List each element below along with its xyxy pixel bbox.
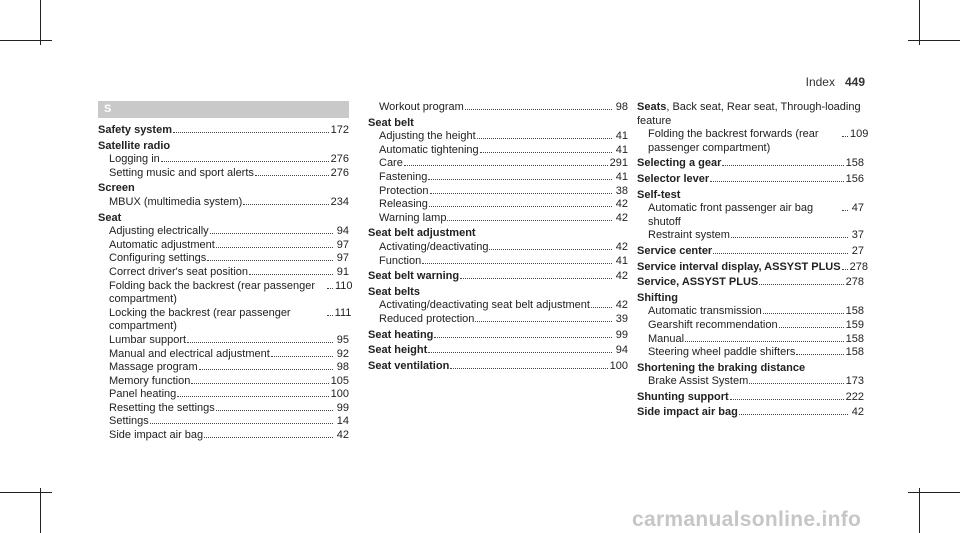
crop-mark <box>908 492 960 493</box>
page-reference[interactable]: 99 <box>615 328 628 341</box>
entry-heading[interactable]: Service, ASSYST PLUS <box>637 276 759 289</box>
leader-dots <box>763 313 844 314</box>
index-row <box>368 185 628 199</box>
entry-heading[interactable]: Shunting support <box>637 390 729 403</box>
leader-dots <box>447 220 612 221</box>
leader-dots <box>685 341 844 342</box>
page-reference[interactable]: 39 <box>615 312 628 325</box>
leader-dots <box>199 369 333 370</box>
index-row <box>98 239 349 253</box>
index-row <box>368 270 628 284</box>
sub-entry-label[interactable]: Brake Assist System <box>648 375 749 388</box>
page-reference[interactable]: 97 <box>336 252 349 265</box>
leader-dots <box>216 410 333 411</box>
entry-heading[interactable]: Seat ventilation <box>368 359 450 372</box>
crop-mark <box>919 488 920 533</box>
index-row <box>368 255 628 269</box>
leader-dots <box>243 204 328 205</box>
entry-heading: Shifting <box>637 291 678 304</box>
index-row <box>98 225 349 239</box>
page-reference[interactable]: 234 <box>330 195 349 208</box>
index-row <box>637 375 864 389</box>
leader-dots <box>191 383 328 384</box>
index-entry <box>368 117 628 226</box>
entry-heading: Self-test <box>637 188 681 201</box>
sub-entry-label[interactable]: Function <box>379 254 422 267</box>
sub-entry-label[interactable]: Automatic transmission <box>648 305 762 318</box>
page-reference[interactable]: 41 <box>615 130 628 143</box>
sub-entry-label[interactable]: MBUX (multimedia system) <box>109 195 243 208</box>
page-reference[interactable]: 156 <box>845 172 864 185</box>
index-column-3 <box>637 101 869 422</box>
leader-dots <box>249 274 333 275</box>
sub-entry-label[interactable]: Memory function <box>109 374 191 387</box>
page-reference[interactable]: 276 <box>330 166 349 179</box>
sub-entry-label[interactable]: Steering wheel paddle shifters <box>648 346 796 359</box>
sub-entry-label[interactable]: Folding the backrest forwards (rear passenger compartment) <box>648 128 819 154</box>
index-row <box>98 279 353 307</box>
page-reference[interactable]: 109 <box>850 128 869 141</box>
index-row <box>368 144 628 158</box>
index-entry <box>98 211 353 443</box>
sub-entry-label[interactable]: Releasing <box>379 198 428 211</box>
index-entry <box>368 101 628 115</box>
index-row <box>637 157 864 171</box>
crop-mark <box>0 40 52 41</box>
leader-dots <box>842 136 848 137</box>
page-reference[interactable]: 41 <box>615 143 628 156</box>
leader-dots <box>480 152 612 153</box>
entry-heading[interactable]: Service interval display, ASSYST PLUS <box>637 260 841 273</box>
entry-heading-line <box>637 101 864 128</box>
index-row <box>637 260 868 275</box>
sub-entry-label[interactable]: Resetting the settings <box>109 401 215 414</box>
entry-heading-suffix: , Back seat, Rear seat, Through-loading feature <box>637 101 861 127</box>
page-reference[interactable]: 100 <box>330 388 349 401</box>
leader-dots <box>731 237 848 238</box>
page-reference[interactable]: 172 <box>330 124 349 136</box>
index-row <box>98 252 349 266</box>
leader-dots <box>161 161 329 162</box>
page-reference[interactable]: 38 <box>615 184 628 197</box>
sub-entry-label[interactable]: Panel heating <box>109 388 177 401</box>
leader-dots <box>430 193 612 194</box>
leader-dots <box>204 437 333 438</box>
leader-dots <box>207 260 333 261</box>
index-entry <box>637 276 864 290</box>
index-row <box>98 361 349 375</box>
page-reference[interactable]: 94 <box>615 344 628 357</box>
entry-heading[interactable]: Seat belt warning <box>368 270 460 283</box>
index-entry <box>637 406 864 420</box>
index-row <box>98 375 349 389</box>
index-entry <box>637 292 864 360</box>
index-entry <box>637 362 864 389</box>
page-reference[interactable]: 47 <box>851 202 864 215</box>
page-reference[interactable]: 291 <box>609 157 628 170</box>
sub-entry-label[interactable]: Logging in <box>109 153 160 166</box>
crop-mark <box>908 40 960 41</box>
entry-heading[interactable]: Seat heating <box>368 328 434 341</box>
section-title: Index <box>805 75 835 89</box>
page-reference[interactable]: 42 <box>615 270 628 283</box>
crop-mark <box>40 488 41 533</box>
index-row <box>98 124 349 138</box>
sub-entry-label[interactable]: Correct driver's seat position <box>109 265 249 278</box>
index-row <box>637 128 869 155</box>
index-row <box>368 313 628 327</box>
page-reference[interactable]: 14 <box>336 415 349 428</box>
sub-entry-label[interactable]: Reduced protection <box>379 312 475 325</box>
sub-entry-label[interactable]: Activating/deactivating <box>379 240 489 253</box>
sub-entry-label[interactable]: Folding back the backrest (rear passenger compartment) <box>109 279 316 306</box>
crop-mark <box>40 0 41 45</box>
page-reference[interactable]: 41 <box>615 254 628 267</box>
entry-heading[interactable]: Safety system <box>98 124 172 136</box>
sub-entry-label[interactable]: Workout program <box>379 101 464 113</box>
index-entry <box>637 245 864 259</box>
page-reference[interactable]: 173 <box>845 375 864 388</box>
index-entry <box>368 286 628 327</box>
leader-dots <box>739 414 848 415</box>
sub-entry-label[interactable]: Automatic tightening <box>379 143 479 156</box>
leader-dots <box>173 132 329 133</box>
leader-dots <box>591 307 612 308</box>
leader-dots <box>404 165 608 166</box>
index-entry <box>637 157 864 171</box>
index-column-2 <box>368 101 628 375</box>
index-entry <box>368 344 628 358</box>
sub-entry-label[interactable]: Automatic front passenger air bag shutoff <box>648 202 814 228</box>
page-number: 449 <box>844 75 865 89</box>
leader-dots <box>722 165 843 166</box>
index-row <box>637 305 864 319</box>
leader-dots <box>429 206 612 207</box>
leader-dots <box>842 210 848 211</box>
index-row <box>368 212 628 226</box>
leader-dots <box>216 247 333 248</box>
entry-heading: Shortening the braking distance <box>637 361 806 374</box>
leader-dots <box>434 337 612 338</box>
leader-dots <box>422 263 612 264</box>
leader-dots <box>749 383 843 384</box>
page-reference[interactable]: 92 <box>336 347 349 360</box>
page-header <box>806 75 865 89</box>
entry-heading[interactable]: Side impact air bag <box>637 406 738 419</box>
leader-dots <box>713 253 848 254</box>
index-row <box>637 319 864 333</box>
index-entry <box>98 140 349 181</box>
leader-dots <box>428 352 612 353</box>
index-row <box>98 167 349 181</box>
page-reference[interactable]: 98 <box>336 361 349 374</box>
leader-dots <box>460 278 612 279</box>
sub-entry-label[interactable]: Warning lamp <box>379 211 447 224</box>
sub-entry-label[interactable]: Settings <box>109 415 149 428</box>
page-reference[interactable]: 42 <box>615 198 628 211</box>
page-reference[interactable]: 95 <box>336 333 349 346</box>
leader-dots <box>177 396 328 397</box>
sub-entry-label[interactable]: Setting music and sport alerts <box>109 166 254 179</box>
index-entry <box>368 270 628 284</box>
entry-heading[interactable]: Selecting a gear <box>637 157 722 170</box>
leader-dots <box>327 315 333 316</box>
entry-heading: Satellite radio <box>98 139 171 152</box>
leader-dots <box>842 269 848 270</box>
leader-dots <box>327 288 333 289</box>
page-reference[interactable]: 42 <box>615 299 628 312</box>
index-entry <box>368 227 628 268</box>
index-row <box>637 391 864 405</box>
index-row <box>368 101 628 115</box>
index-row <box>98 266 349 280</box>
entry-heading: Seat belts <box>368 285 420 298</box>
letter-heading: S <box>98 101 349 118</box>
index-row <box>98 415 349 429</box>
entry-heading[interactable]: Seats <box>637 101 667 113</box>
index-row <box>637 202 864 229</box>
index-row <box>637 173 864 187</box>
page-reference[interactable]: 97 <box>336 238 349 251</box>
page-reference[interactable]: 158 <box>845 346 864 359</box>
page-reference[interactable]: 37 <box>851 229 864 242</box>
page-reference[interactable]: 91 <box>336 265 349 278</box>
page-reference[interactable]: 158 <box>845 157 864 170</box>
page-reference[interactable]: 42 <box>615 211 628 224</box>
page-reference[interactable]: 41 <box>615 170 628 183</box>
sub-entry-label[interactable]: Activating/deactivating seat belt adjustment <box>379 299 590 312</box>
index-row <box>98 429 349 443</box>
leader-dots <box>255 175 329 176</box>
index-entry <box>637 391 864 405</box>
index-row <box>368 130 628 144</box>
page-reference[interactable]: 94 <box>336 225 349 238</box>
sub-entry-label[interactable]: Manual and electrical adjustment <box>109 347 270 360</box>
sub-entry-label[interactable]: Manual <box>648 332 685 345</box>
page-reference[interactable]: 27 <box>851 244 864 257</box>
sub-entry-label[interactable]: Lumbar support <box>109 333 187 346</box>
leader-dots <box>428 179 612 180</box>
index-row <box>368 171 628 185</box>
leader-dots <box>475 321 612 322</box>
entry-heading: Screen <box>98 182 135 195</box>
crop-mark <box>0 492 52 493</box>
index-entry <box>637 260 868 275</box>
index-row <box>368 360 628 374</box>
index-row <box>637 346 864 360</box>
page-reference[interactable]: 276 <box>330 153 349 166</box>
crop-mark <box>919 0 920 45</box>
page-reference[interactable]: 158 <box>845 332 864 345</box>
leader-dots <box>150 423 333 424</box>
page-reference[interactable]: 222 <box>845 390 864 403</box>
index-row <box>637 229 864 243</box>
index-row <box>98 388 349 402</box>
index-column-1 <box>98 101 353 445</box>
entry-heading[interactable]: Seat height <box>368 344 428 357</box>
index-row <box>368 344 628 358</box>
index-row <box>368 198 628 212</box>
leader-dots <box>450 368 607 369</box>
index-row <box>368 241 628 255</box>
sub-entry-label[interactable]: Protection <box>379 184 429 197</box>
leader-dots <box>779 327 844 328</box>
index-row <box>368 157 628 171</box>
index-row <box>98 348 349 362</box>
entry-heading[interactable]: Selector lever <box>637 172 710 185</box>
index-entry <box>368 329 628 343</box>
leader-dots <box>465 109 612 110</box>
sub-entry-label[interactable]: Gearshift recommendation <box>648 318 778 331</box>
leader-dots <box>489 249 612 250</box>
page-reference[interactable]: 159 <box>845 318 864 331</box>
sub-entry-label[interactable]: Care <box>379 157 403 170</box>
index-row <box>637 245 864 259</box>
index-row <box>637 406 864 420</box>
sub-entry-label[interactable]: Configuring settings <box>109 252 207 265</box>
page-reference[interactable]: 105 <box>330 374 349 387</box>
entry-heading: Seat belt adjustment <box>368 227 476 240</box>
index-entry <box>637 189 864 243</box>
index-row <box>368 329 628 343</box>
entry-heading: Seat <box>98 211 122 224</box>
index-entry <box>368 360 628 374</box>
index-row <box>98 334 349 348</box>
index-row <box>98 402 349 416</box>
index-row <box>98 196 349 210</box>
sub-entry-label[interactable]: Adjusting electrically <box>109 225 209 238</box>
index-row <box>637 333 864 347</box>
sub-entry-label[interactable]: Locking the backrest (rear passenger compartment) <box>109 306 291 333</box>
page-reference[interactable]: 98 <box>615 101 628 113</box>
leader-dots <box>796 354 843 355</box>
index-entry <box>637 101 869 155</box>
leader-dots <box>271 356 333 357</box>
sub-entry-label[interactable]: Side impact air bag <box>109 429 204 442</box>
page-reference[interactable]: 278 <box>849 260 868 273</box>
index-entry <box>98 182 349 209</box>
sub-entry-label[interactable]: Fastening <box>379 170 428 183</box>
sub-entry-label[interactable]: Massage program <box>109 361 198 374</box>
page-reference[interactable]: 110 <box>335 279 353 292</box>
page-reference[interactable]: 42 <box>851 406 864 419</box>
sub-entry-label[interactable]: Adjusting the height <box>379 130 476 143</box>
sub-entry-label[interactable]: Restraint system <box>648 229 730 242</box>
page-reference[interactable]: 42 <box>615 240 628 253</box>
leader-dots <box>710 181 843 182</box>
page-reference[interactable]: 278 <box>845 276 864 289</box>
leader-dots <box>730 399 844 400</box>
index-row <box>98 153 349 167</box>
leader-dots <box>477 138 612 139</box>
index-entry <box>637 173 864 187</box>
index-entry <box>98 124 349 138</box>
page-reference[interactable]: 42 <box>336 429 349 442</box>
leader-dots <box>759 284 843 285</box>
sub-entry-label[interactable]: Automatic adjustment <box>109 238 215 251</box>
page-reference[interactable]: 111 <box>334 306 352 319</box>
index-row <box>368 299 628 313</box>
watermark: carmanualsonline.info <box>632 508 862 531</box>
leader-dots <box>210 233 333 234</box>
index-row <box>98 306 352 334</box>
leader-dots <box>187 342 333 343</box>
entry-heading[interactable]: Service center <box>637 244 713 257</box>
entry-heading: Seat belt <box>368 116 414 129</box>
page-reference[interactable]: 100 <box>609 359 628 372</box>
page-reference[interactable]: 158 <box>845 305 864 318</box>
page-reference[interactable]: 99 <box>336 401 349 414</box>
index-row <box>637 276 864 290</box>
